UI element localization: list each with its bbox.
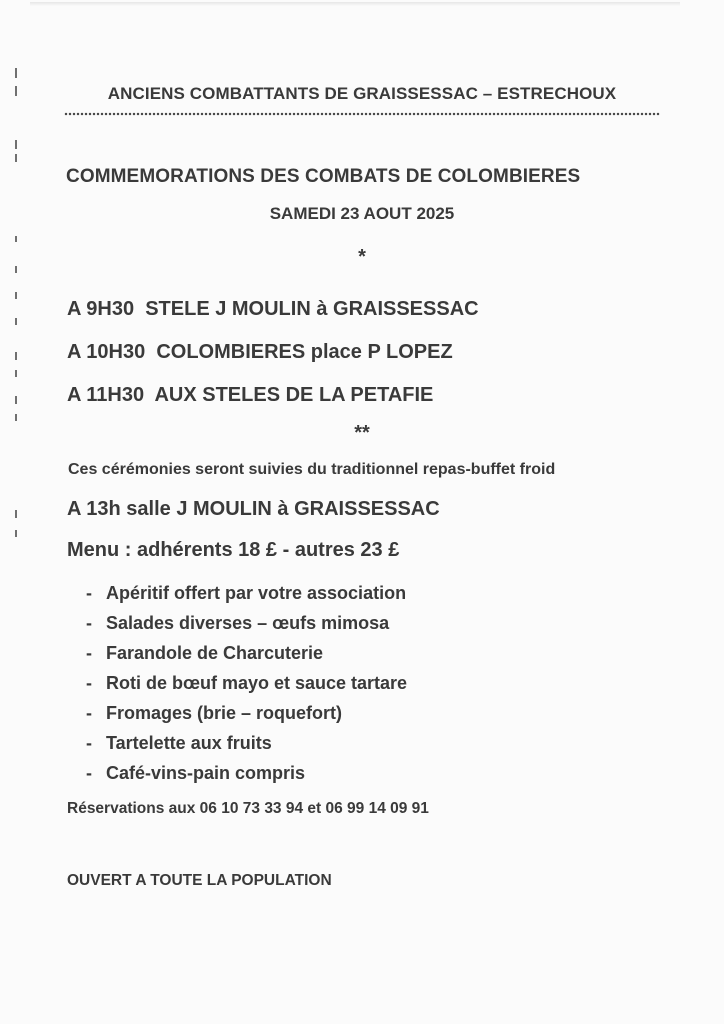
menu-item	[86, 760, 407, 790]
scan-mark	[15, 236, 17, 242]
menu-item	[86, 580, 407, 610]
menu-item	[86, 670, 407, 700]
scan-mark	[15, 510, 17, 518]
ceremony-schedule	[67, 294, 667, 423]
scan-mark	[15, 292, 17, 299]
scan-margin-marks	[15, 60, 21, 560]
schedule-place: AUX STELES DE LA PETAFIE	[154, 384, 434, 406]
scan-mark	[15, 68, 17, 78]
meal-place: A 13h salle J MOULIN à GRAISSESSAC	[67, 498, 440, 520]
menu-price: Menu : adhérents 18 £ - autres 23 £	[67, 539, 400, 561]
scan-mark	[15, 318, 17, 325]
event-title: COMMEMORATIONS DES COMBATS DE COLOMBIERES	[66, 166, 581, 187]
schedule-place: STELE J MOULIN à GRAISSESSAC	[145, 298, 479, 320]
event-date: SAMEDI 23 AOUT 2025	[269, 204, 455, 223]
scan-mark	[15, 396, 17, 404]
scan-mark	[15, 370, 17, 377]
organization-title: ANCIENS COMBATTANTS DE GRAISSESSAC – ESTRECHOUX	[107, 84, 617, 103]
scan-edge	[30, 2, 680, 6]
scan-mark	[15, 414, 17, 421]
menu-item-label: Apéritif offert par votre association	[106, 583, 407, 603]
schedule-item	[67, 337, 667, 380]
schedule-time: A 9H30	[67, 298, 135, 320]
menu-list	[86, 580, 407, 790]
separator-double-star: **	[354, 422, 370, 444]
scan-mark	[15, 140, 17, 149]
open-to-public: OUVERT A TOUTE LA POPULATION	[67, 872, 332, 889]
menu-item	[86, 700, 407, 730]
menu-item-label: Café-vins-pain compris	[106, 763, 306, 783]
menu-item-label: Salades diverses – œufs mimosa	[106, 613, 390, 633]
bullet-dash: -	[86, 643, 92, 663]
scan-mark	[15, 352, 17, 360]
bullet-dash: -	[86, 703, 92, 723]
menu-item-label: Roti de bœuf mayo et sauce tartare	[106, 673, 408, 693]
menu-item	[86, 730, 407, 760]
scan-mark	[15, 154, 17, 162]
reservations-line: Réservations aux 06 10 73 33 94 et 06 99 14 09 91	[67, 800, 429, 817]
bullet-dash: -	[86, 673, 92, 693]
dotted-underline	[64, 112, 660, 116]
separator-star: *	[358, 246, 366, 268]
schedule-time: A 11H30	[67, 384, 145, 406]
schedule-time: A 10H30	[67, 341, 146, 363]
scan-mark	[15, 530, 17, 537]
schedule-item	[67, 380, 667, 423]
bullet-dash: -	[86, 583, 92, 603]
schedule-item	[67, 294, 667, 337]
bullet-dash: -	[86, 733, 92, 753]
menu-item-label: Tartelette aux fruits	[106, 733, 272, 753]
bullet-dash: -	[86, 613, 92, 633]
menu-item	[86, 610, 407, 640]
menu-item-label: Farandole de Charcuterie	[106, 643, 324, 663]
menu-item	[86, 640, 407, 670]
meal-intro: Ces cérémonies seront suivies du traditionnel repas-buffet froid	[68, 461, 556, 478]
menu-item-label: Fromages (brie – roquefort)	[106, 703, 343, 723]
bullet-dash: -	[86, 763, 92, 783]
schedule-place: COLOMBIERES place P LOPEZ	[156, 341, 453, 363]
